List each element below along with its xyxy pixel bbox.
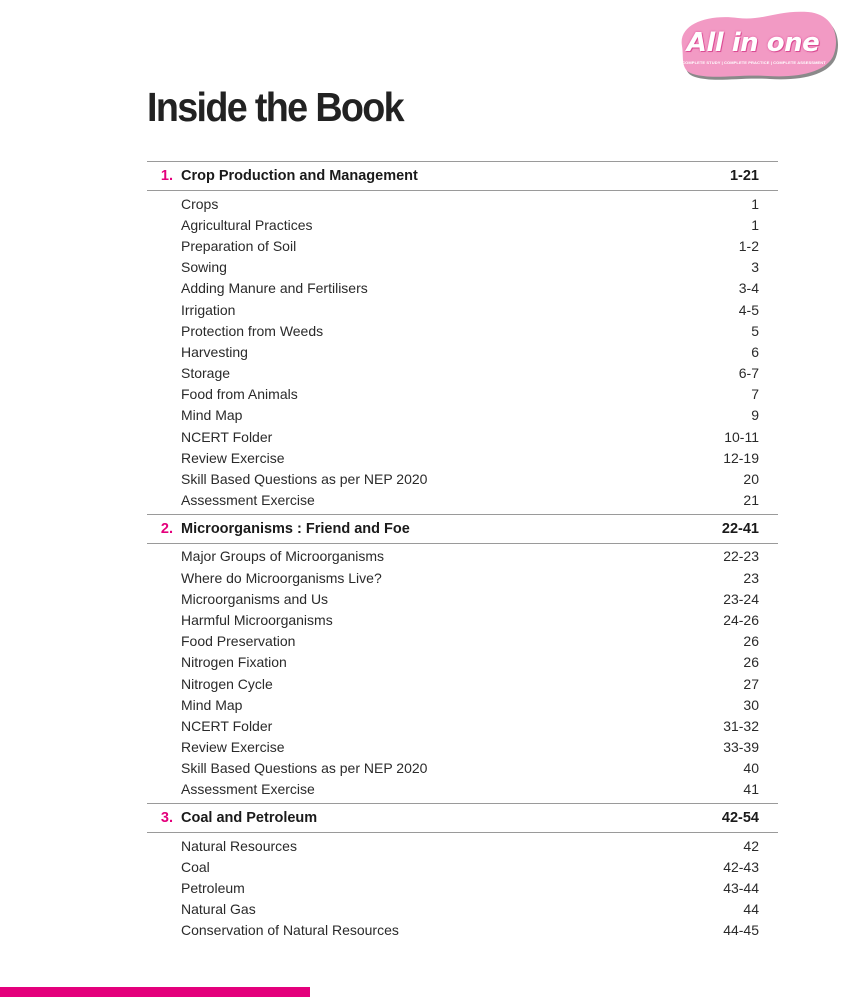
page-title: Inside the Book	[147, 84, 404, 130]
topic-list	[147, 544, 778, 803]
chapter-heading	[147, 514, 778, 544]
brand-logo	[668, 6, 840, 82]
topic-row	[147, 631, 778, 652]
topic-row	[147, 299, 778, 320]
topic-row	[147, 214, 778, 235]
topic-label: Microorganisms and Us	[181, 590, 329, 607]
topic-label: Adding Manure and Fertilisers	[181, 280, 368, 297]
topic-row	[147, 490, 778, 511]
topic-label: Protection from Weeds	[181, 322, 324, 339]
topic-list	[147, 833, 778, 944]
topic-pages: 23-24	[723, 590, 759, 607]
chapter-title: Crop Production and Management	[181, 168, 418, 184]
chapter-number: 1.	[160, 168, 173, 184]
topic-row	[147, 920, 778, 941]
topic-row	[147, 278, 778, 299]
topic-label: Preparation of Soil	[181, 237, 297, 254]
topic-label: Conservation of Natural Resources	[181, 922, 399, 939]
topic-label: Skill Based Questions as per NEP 2020	[181, 471, 428, 488]
topic-pages: 10-11	[724, 428, 759, 445]
topic-row	[147, 758, 778, 779]
topic-row	[147, 737, 778, 758]
topic-row	[147, 567, 778, 588]
topic-row	[147, 609, 778, 630]
topic-pages: 5	[751, 322, 759, 339]
topic-pages: 43-44	[723, 880, 759, 897]
topic-pages: 44	[743, 901, 759, 918]
chapter-number: 3.	[160, 810, 173, 827]
topic-pages: 21	[743, 492, 759, 509]
topic-pages: 6	[751, 343, 759, 360]
chapter-page-range: 22-41	[721, 520, 759, 537]
topic-pages: 42-43	[723, 858, 759, 875]
topic-row	[147, 363, 778, 384]
topic-row	[147, 546, 778, 567]
topic-pages: 31-32	[723, 717, 759, 734]
topic-pages: 26	[743, 654, 759, 671]
topic-pages: 1	[751, 195, 759, 212]
topic-pages: 1	[751, 216, 759, 233]
topic-row	[147, 468, 778, 489]
topic-pages: 7	[751, 386, 759, 403]
topic-pages: 42	[743, 837, 759, 854]
topic-label: Sowing	[181, 259, 227, 276]
topic-pages: 24-26	[723, 611, 759, 628]
topic-row	[147, 341, 778, 362]
topic-row	[147, 193, 778, 214]
topic-row	[147, 694, 778, 715]
topic-row	[147, 652, 778, 673]
chapter-page-range: 42-54	[721, 810, 759, 827]
topic-label: Coal	[181, 858, 210, 875]
topic-row	[147, 835, 778, 856]
topic-row	[147, 899, 778, 920]
topic-row	[147, 715, 778, 736]
topic-pages: 26	[743, 633, 759, 650]
topic-label: Mind Map	[181, 696, 243, 713]
logo-tagline: COMPLETE STUDY | COMPLETE PRACTICE | COMPLETE ASSESSMENT	[682, 60, 826, 65]
topic-label: NCERT Folder	[181, 717, 273, 734]
topic-label: Petroleum	[181, 880, 245, 897]
topic-pages: 40	[743, 760, 759, 777]
logo-wordmark: All in one	[686, 28, 820, 58]
topic-list	[147, 191, 778, 514]
topic-label: NCERT Folder	[181, 428, 273, 445]
topic-label: Review Exercise	[181, 449, 285, 466]
chapter-page-range: 1-21	[729, 168, 759, 184]
topic-label: Harvesting	[181, 343, 248, 360]
chapter-title: Microorganisms : Friend and Foe	[181, 520, 410, 537]
topic-pages: 3	[751, 259, 759, 276]
topic-row	[147, 856, 778, 877]
topic-row	[147, 877, 778, 898]
topic-pages: 27	[743, 675, 759, 692]
topic-row	[147, 447, 778, 468]
topic-pages: 44-45	[723, 922, 759, 939]
topic-label: Crops	[181, 195, 219, 212]
topic-label: Nitrogen Fixation	[181, 654, 287, 671]
topic-label: Where do Microorganisms Live?	[181, 569, 382, 586]
topic-pages: 4-5	[738, 301, 759, 318]
topic-row	[147, 405, 778, 426]
topic-label: Assessment Exercise	[181, 492, 315, 509]
topic-pages: 6-7	[738, 365, 759, 382]
topic-label: Natural Gas	[181, 901, 256, 918]
topic-label: Review Exercise	[181, 739, 285, 756]
topic-label: Harmful Microorganisms	[181, 611, 333, 628]
topic-label: Assessment Exercise	[181, 781, 315, 798]
topic-row	[147, 779, 778, 800]
topic-row	[147, 235, 778, 256]
topic-label: Mind Map	[181, 407, 243, 424]
chapter-heading	[147, 161, 778, 191]
topic-label: Nitrogen Cycle	[181, 675, 273, 692]
topic-label: Food from Animals	[181, 386, 298, 403]
topic-label: Food Preservation	[181, 633, 296, 650]
topic-label: Skill Based Questions as per NEP 2020	[181, 760, 428, 777]
table-of-contents	[147, 161, 778, 944]
topic-row	[147, 320, 778, 341]
topic-pages: 22-23	[723, 548, 759, 565]
topic-label: Irrigation	[181, 301, 236, 318]
topic-pages: 23	[743, 569, 759, 586]
topic-pages: 9	[751, 407, 759, 424]
chapter-heading	[147, 803, 778, 833]
topic-row	[147, 588, 778, 609]
topic-label: Major Groups of Microorganisms	[181, 548, 385, 565]
topic-pages: 41	[743, 781, 759, 798]
bottom-accent-bar	[0, 987, 310, 997]
chapter-title: Coal and Petroleum	[181, 810, 318, 827]
topic-label: Storage	[181, 365, 231, 382]
topic-row	[147, 257, 778, 278]
topic-pages: 20	[743, 471, 759, 488]
topic-row	[147, 384, 778, 405]
topic-row	[147, 426, 778, 447]
chapter-number: 2.	[160, 520, 173, 537]
topic-pages: 3-4	[738, 280, 759, 297]
topic-pages: 33-39	[723, 739, 759, 756]
topic-row	[147, 673, 778, 694]
topic-label: Agricultural Practices	[181, 216, 313, 233]
topic-pages: 1-2	[738, 237, 759, 254]
topic-pages: 30	[743, 696, 759, 713]
topic-pages: 12-19	[723, 449, 759, 466]
topic-label: Natural Resources	[181, 837, 297, 854]
